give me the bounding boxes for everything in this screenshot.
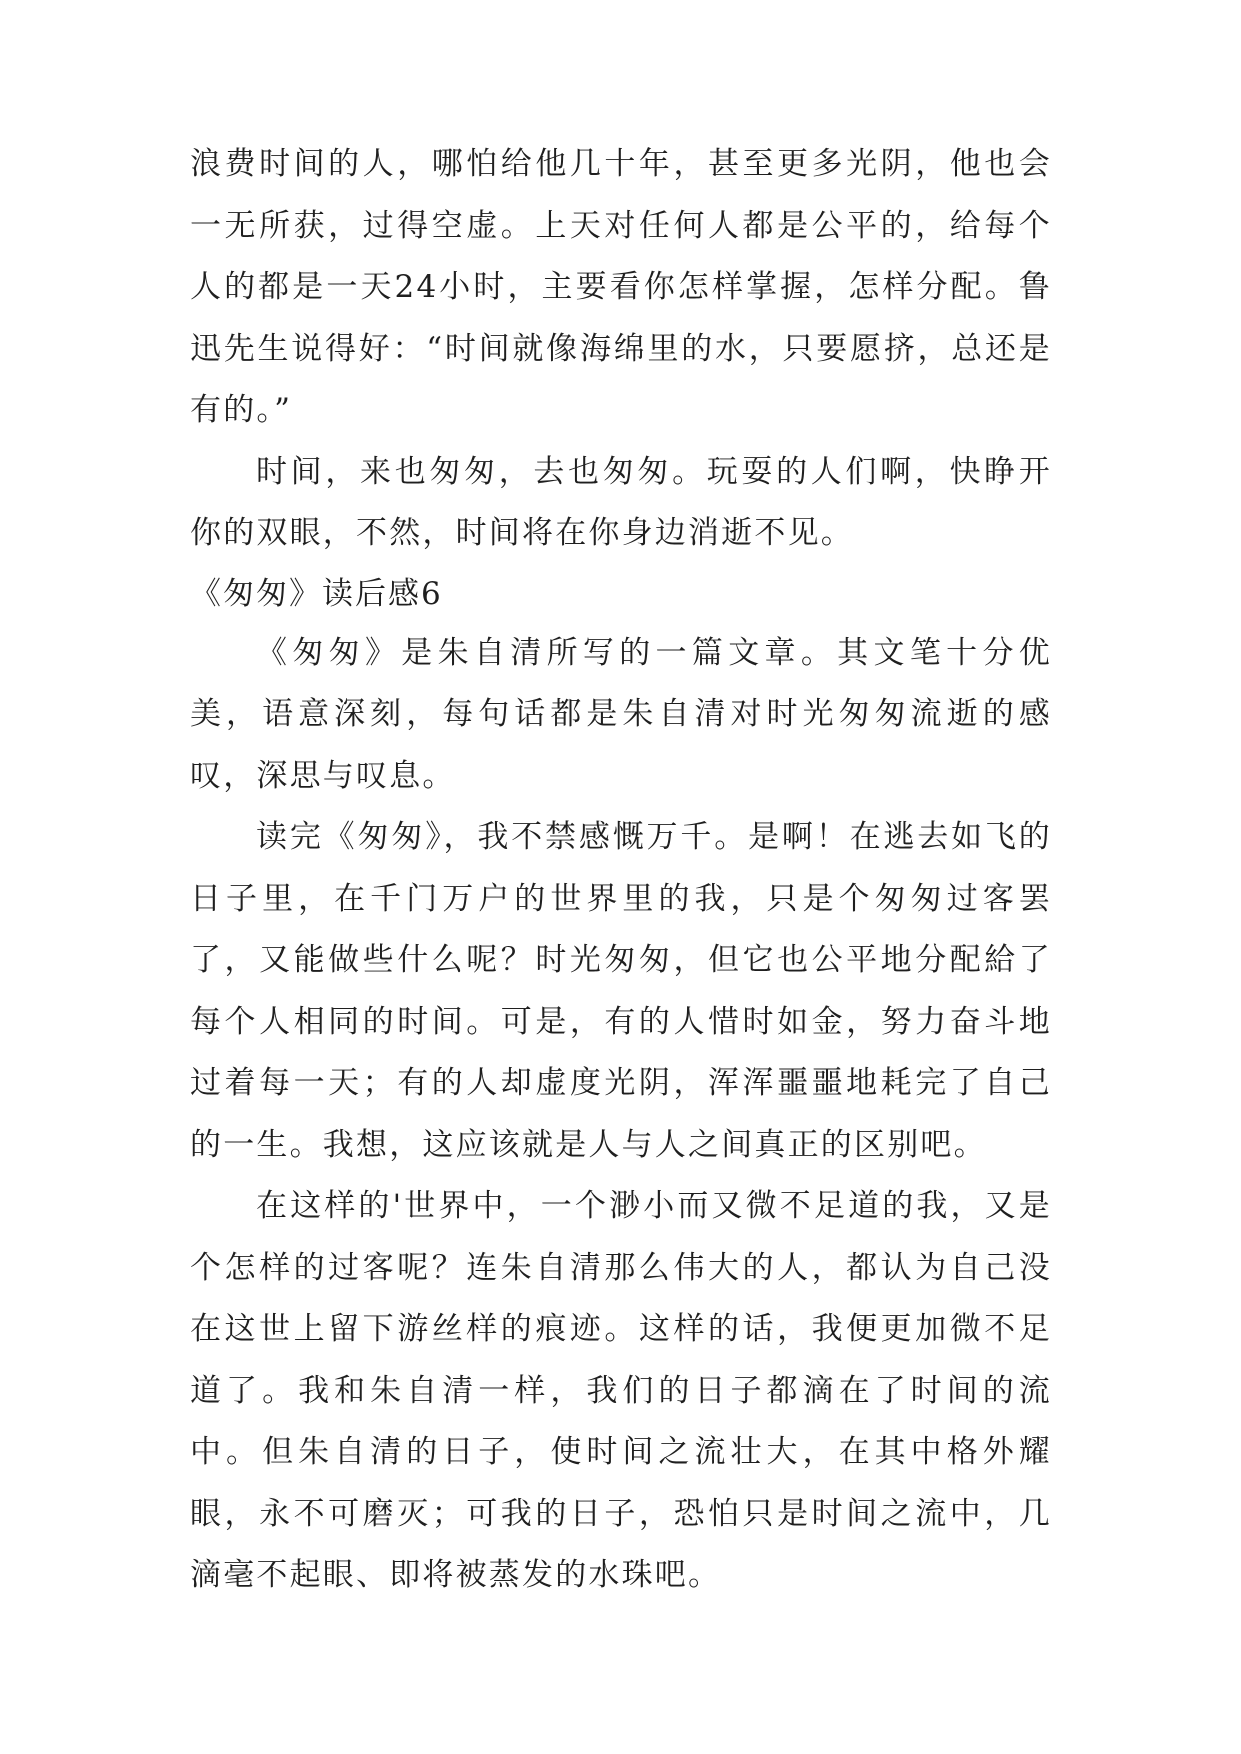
paragraph-about-essay: 《匆匆》是朱自清所写的一篇文章。其文笔十分优美，语意深刻，每句话都是朱自清对时光匆匆流逝的感叹，深思与叹息。 <box>190 634 1052 794</box>
paragraph-time-passes: 时间，来也匆匆，去也匆匆。玩耍的人们啊，快睁开你的双眼，不然，时间将在你身边消逝不见。 <box>190 453 1052 551</box>
paragraph-wasting-time: 浪费时间的人，哪怕给他几十年，甚至更多光阴，他也会一无所获，过得空虚。上天对任何人都是公平的，给每个人的都是一天24小时，主要看你怎样掌握，怎样分配。鲁迅先生说得好：“时间就像海绵里的水，只要愿挤，总还是有的。” <box>190 146 1052 428</box>
paragraph-reflection: 读完《匆匆》，我不禁感慨万千。是啊！在逃去如飞的日子里，在千门万户的世界里的我，只是个匆匆过客罢了，又能做些什么呢？时光匆匆，但它也公平地分配給了每个人相同的时间。可是，有的人惜时如金，努力奋斗地过着每一天；有的人却虚度光阴，浑浑噩噩地耗完了自己的一生。我想，这应该就是人与人之间真正的区别吧。 <box>190 819 1052 1163</box>
document-body <box>190 134 1052 1607</box>
paragraph-conclusion: 在这样的'世界中，一个渺小而又微不足道的我，又是个怎样的过客呢？连朱自清那么伟大的人，都认为自己没在这世上留下游丝样的痕迹。这样的话，我便更加微不足道了。我和朱自清一样，我们的日子都滴在了时间的流中。但朱自清的日子，使时间之流壮大，在其中格外耀眼，永不可磨灭；可我的日子，恐怕只是时间之流中，几滴毫不起眼、即将被蒸发的水珠吧。 <box>190 1188 1052 1593</box>
section-heading: 《匆匆》读后感6 <box>190 575 443 612</box>
